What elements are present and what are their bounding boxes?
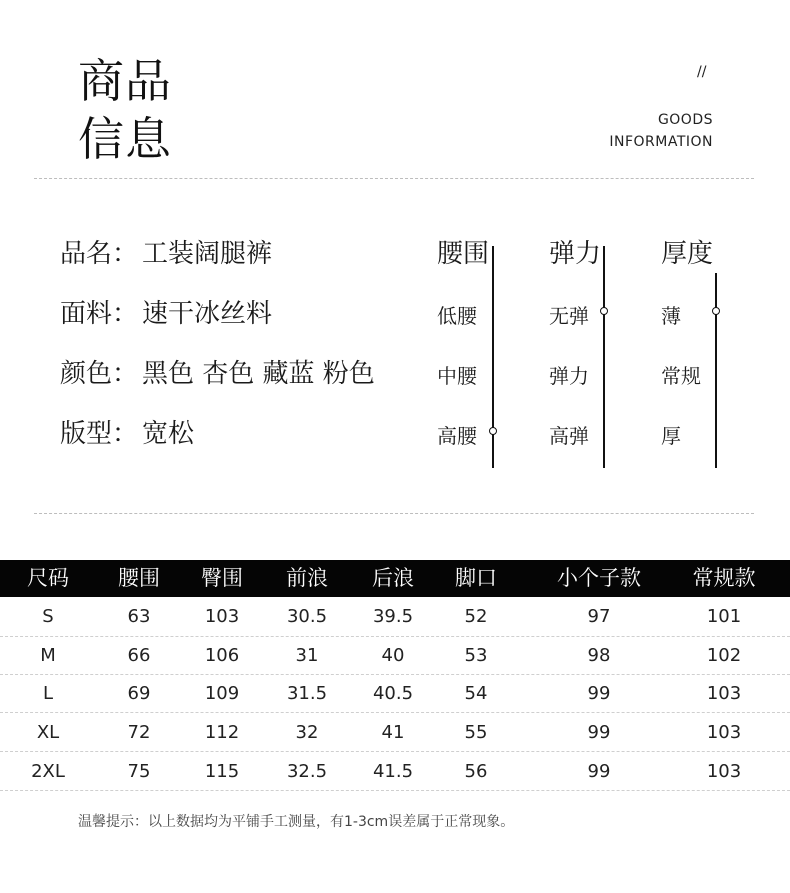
table-cell: 31.5 — [286, 683, 328, 704]
table-cell: 99 — [587, 683, 611, 704]
info-label: 面料： — [60, 299, 139, 329]
table-cell: 69 — [127, 683, 151, 704]
attr-thickness-indicator — [712, 307, 720, 315]
attr-waist-indicator — [489, 427, 497, 435]
table-cell: 72 — [127, 722, 151, 743]
table-cell: M — [40, 645, 56, 666]
header-petite-length: 小个子款 — [557, 566, 641, 590]
table-cell: 99 — [587, 761, 611, 782]
table-cell: 41.5 — [372, 761, 414, 782]
header-regular-length: 常规款 — [692, 566, 756, 590]
info-value: 宽松 — [142, 419, 195, 449]
row-separator — [0, 790, 790, 791]
table-cell: 103 — [706, 761, 742, 782]
english-title-line-2: INFORMATION — [609, 134, 713, 150]
header-size: 尺码 — [27, 566, 69, 590]
row-separator — [0, 636, 790, 637]
row-separator — [0, 712, 790, 713]
table-cell: 115 — [204, 761, 240, 782]
page-title-line-2: 信息 — [78, 112, 172, 166]
table-cell: 99 — [587, 722, 611, 743]
table-cell: 40 — [381, 645, 405, 666]
info-label: 版型： — [60, 419, 139, 449]
info-row-color — [60, 353, 375, 390]
attr-waist-level-mid: 中腰 — [437, 364, 477, 388]
attr-elastic-scale-line — [603, 246, 605, 468]
table-cell: XL — [36, 722, 60, 743]
attr-elastic-title: 弹力 — [549, 239, 602, 269]
table-cell: 56 — [464, 761, 488, 782]
info-row-name — [60, 233, 272, 270]
info-value: 速干冰丝料 — [142, 299, 273, 329]
attr-thickness-scale-line — [715, 273, 717, 468]
size-table-header — [0, 560, 790, 597]
table-cell: 55 — [464, 722, 488, 743]
divider-middle — [34, 513, 754, 514]
info-label: 颜色： — [60, 359, 139, 389]
table-cell: 41 — [381, 722, 405, 743]
table-cell: 31 — [295, 645, 319, 666]
table-cell: 30.5 — [286, 606, 328, 627]
table-cell: L — [42, 683, 54, 704]
attr-waist-level-low: 低腰 — [437, 304, 477, 328]
attr-thickness-level-thin: 薄 — [661, 304, 681, 328]
english-title-line-1: GOODS — [657, 112, 713, 128]
header-leg-opening: 脚口 — [455, 566, 497, 590]
info-label: 品名： — [60, 239, 139, 269]
page-title-line-1: 商品 — [78, 54, 172, 108]
table-cell: 103 — [706, 722, 742, 743]
table-cell: 2XL — [31, 761, 65, 782]
attr-waist-title: 腰围 — [437, 239, 490, 269]
info-row-fabric — [60, 293, 272, 330]
table-cell: 52 — [464, 606, 488, 627]
attr-elastic-level-high: 高弹 — [549, 424, 589, 448]
table-cell: 97 — [587, 606, 611, 627]
attr-thickness-title: 厚度 — [661, 239, 714, 269]
table-cell: 101 — [706, 606, 742, 627]
table-cell: 103 — [204, 606, 240, 627]
attr-waist-level-high: 高腰 — [437, 424, 477, 448]
table-cell: 75 — [127, 761, 151, 782]
info-value: 黑色 杏色 藏蓝 粉色 — [142, 359, 375, 389]
table-cell: 66 — [127, 645, 151, 666]
attr-elastic-level-normal: 弹力 — [549, 364, 589, 388]
table-cell: 102 — [706, 645, 742, 666]
table-cell: 40.5 — [372, 683, 414, 704]
table-cell: 39.5 — [372, 606, 414, 627]
header-back-rise: 后浪 — [372, 566, 414, 590]
attr-thickness-level-thick: 厚 — [661, 424, 681, 448]
attr-thickness-level-normal: 常规 — [661, 364, 701, 388]
table-cell: 112 — [204, 722, 240, 743]
attr-elastic-indicator — [600, 307, 608, 315]
table-cell: 63 — [127, 606, 151, 627]
row-separator — [0, 674, 790, 675]
table-cell: 53 — [464, 645, 488, 666]
header-front-rise: 前浪 — [286, 566, 328, 590]
divider-top — [34, 178, 754, 179]
table-cell: 106 — [204, 645, 240, 666]
table-cell: 54 — [464, 683, 488, 704]
table-cell: S — [42, 606, 54, 627]
table-cell: 98 — [587, 645, 611, 666]
table-cell: 32 — [295, 722, 319, 743]
row-separator — [0, 751, 790, 752]
header-hip: 臀围 — [201, 566, 243, 590]
table-cell: 103 — [706, 683, 742, 704]
info-value: 工装阔腿裤 — [142, 239, 273, 269]
measurement-note: 温馨提示：以上数据均为平铺手工测量，有1-3cm误差属于正常现象。 — [78, 814, 515, 830]
table-cell: 32.5 — [286, 761, 328, 782]
header-waist: 腰围 — [118, 566, 160, 590]
info-row-fit — [60, 413, 194, 450]
table-cell: 109 — [204, 683, 240, 704]
attr-elastic-level-none: 无弹 — [549, 304, 589, 328]
decorative-slashes: // — [697, 64, 707, 80]
